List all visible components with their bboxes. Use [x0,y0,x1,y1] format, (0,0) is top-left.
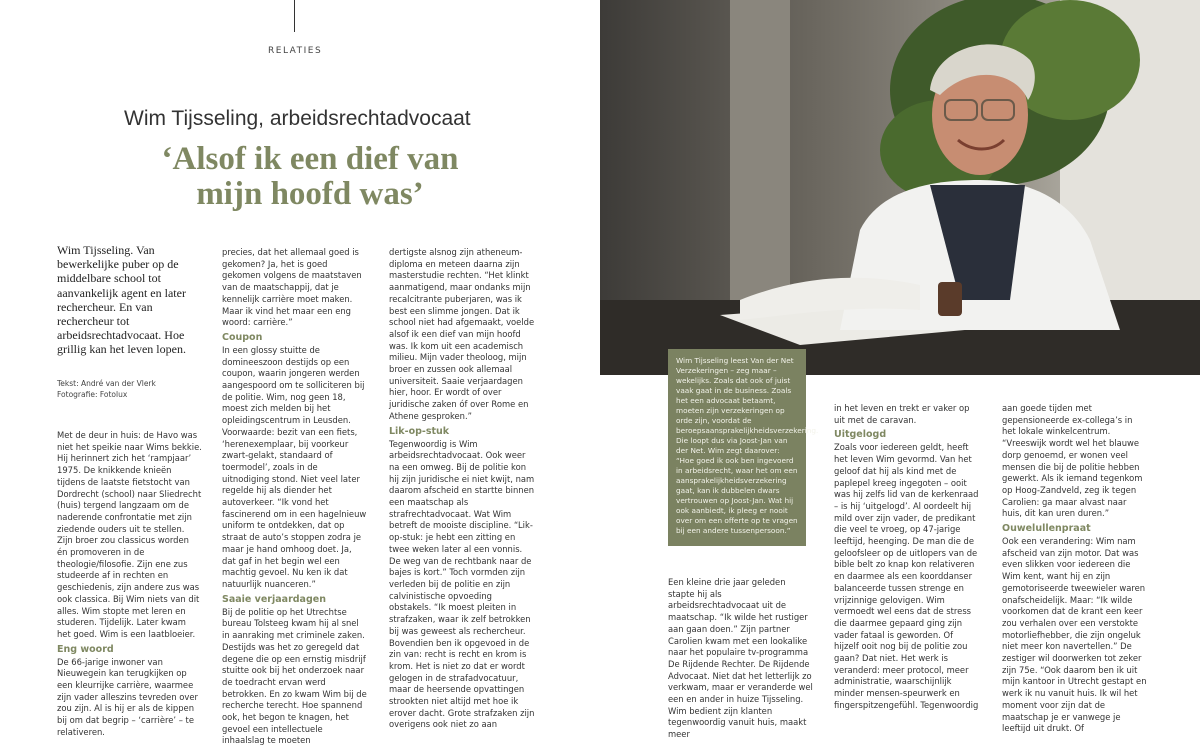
paragraph: in het leven en trekt er vaker op uit met de caravan. [834,403,970,425]
paragraph: Tegenwoordig is Wim arbeidsrechtadvocaat. Ook weer na een omweg. Bij de politie kon hij zijn juridische ei niet kwijt, nam daarom afscheid en startte binnen een maatschap als strafrechtadvocaat. Wat Wim betreft de mooiste discipline. “Lik-op-stuk: je hebt een zitting en twee weken later al een vonnis. De weg van de rechtbank naar de bajes is kort.” Toch vormden zijn verleden bij de politie en zijn calvinistische opvoeding obstakels. “Ik moest pleiten in strafzaken, waar ik zelf betrokken bij was geweest als rechercheur. Bovendien ben ik opgevoed in de zin van: recht is recht en krom is krom. Het is niet zo dat er wordt gelogen in de strafadvocatuur, maar de heersende opvattingen strookten niet altijd met hoe ik erover dacht. Grote strafzaken zijn overigens ook niet zo aan [389,438,535,730]
paragraph: aan goede tijden met gepensioneerde ex-collega’s in het lokale winkelcentrum. “Vreeswijk wordt wel het blauwe dorp genoemd, er wonen veel mensen die bij de politie hebben gewerkt. Als ik iemand tegenkom op Hoog-Zandveld, zeg ik tegen Carolien: ga maar alvast naar huis, dit kan uren duren.” [1002,403,1143,519]
text-column-1 [57,430,202,739]
credits [57,378,207,400]
paragraph: Bij de politie op het Utrechtse bureau Tolsteeg kwam hij al snel in aanraking met criminele zaken. Destijds was het zo geregeld dat degene die op een ernstig misdrijf stuitte ook bij het onderzoek naar de toedracht ervan werd betrokken. En zo kwam Wim bij de recherche terecht. Hoe spannend ook, het begon te knagen, het gevoel een intellectuele inhaalslag te moeten [222,606,367,746]
text-column-5 [834,403,980,712]
photo-caption: Wim Tijsseling leest Van der Net Verzekeringen – zeg maar – wekelijks. Zoals dat ook of juist vaak gaat in de business. Zoals het een advocaat betaamt, moeten zijn verzekeringen op orde zijn, voordat de beroepsaansprakelijkheidsverzekering. Die loopt dus via Joost-Jan van der Net. Wim zegt daarover: “Hoe goed ik ook ben ingevoerd in arbeidsrecht, waar het om een aansprakelijkheidsverzekering gaat, kan ik dubbelen dwars vertrouwen op Joost-Jan. Wat hij ook aanbiedt, ik pleeg er nooit over om een offerte op te vragen bij een andere tussenpersoon.” [668,349,806,546]
subheading: Eng woord [57,643,114,655]
portrait-photo [600,0,1200,375]
text-column-2 [222,247,367,747]
paragraph: De 66-jarige inwoner van Nieuwegein kan terugkijken op een kleurrijke carrière, waarmee zijn vader alleszins tevreden over zou zijn. Al is hij er als de kippen bij om dat begrip – ‘carrière’ – te relativeren. [57,656,198,737]
portrait-illustration [600,0,1200,375]
paragraph: precies, dat het allemaal goed is gekomen? Ja, het is goed gekomen volgens de maatstaven van de maatschappij, dat je kennelijk carrière moet maken. Maar ik vind het maar een eng woord: carrière.” [222,247,362,328]
paragraph: Een kleine drie jaar geleden stapte hij als arbeidsrechtadvocaat uit de maatschap. “Ik wilde het rustiger aan gaan doen.” Zijn partner Carolien kwam met een lookalike naar het populaire tv-programma De Rijdende Rechter. De Rijdende Advocaat. Niet dat het letterlijk zo verkwam, maar er veranderde wel een en ander in huize Tijsseling. Wim bedient zijn klanten tegenwoordig vanuit huis, maakt meer [668,577,813,740]
section-label: RELATIES [268,46,323,56]
subheading: Saaie verjaardagen [222,593,326,605]
text-column-4 [668,577,813,741]
article-headline [110,142,510,212]
headline-line-1: ‘Alsof ik een dief van [161,141,459,177]
paragraph: Met de deur in huis: de Havo was niet het speikie naar Wims bekkie. Hij herinnert zich het ‘rampjaar’ 1975. De knikkende knieën tijdens de laatste fietstocht van Dordrecht (school) naar Sliedrecht (huis) tergend langzaam om de naderende confrontatie met zijn ziedende ouders uit te stellen. Zijn broer zou classicus worden én promoveren in de theologie/filosofie. Zijn ene zus studeerde af in rechten en geschiedenis, zijn andere zus was ook classica. Bij Wim niets van dit alles. Wim stopte met leren en studeren. Tijdelijk. Later kwam het goed. Wim is een laatbloeier. [57,430,202,639]
paragraph: dertigste alsnog zijn atheneum-diploma en meteen daarna zijn masterstudie rechten. “Het klinkt aanmatigend, maar ondanks mijn recalcitrante puberjaren, was ik best een slimme jongen. Dat ik school niet had afgemaakt, voelde alsof ik een dief van mijn hoofd was. Ik kom uit een academisch milieu. Mijn vader theoloog, mijn broer en zussen ook allemaal universiteit. Saaie verjaardagen hier, hoor. Er wordt of over juridische zaken óf over Rome en Athene gesproken.” [389,247,535,421]
article-kicker: Wim Tijsseling, arbeidsrechtadvocaat [124,107,471,130]
paragraph: In een glossy stuitte de domineeszoon destijds op een coupon, waarin jongeren werden aangespoord om te solliciteren bij de politie. Wim, nog geen 18, moest zich melden bij het opleidingscentrum in Leusden. Voorwaarde: bezit van een fiets, ‘herenexemplaar, bij voorkeur zwart-gelakt, standaard of toermodel’, zoals in de uitnodiging stond. Niet veel later regelde hij als diender het autoverkeer. “Ik vond het fascinerend om in een hagelnieuw uniform te ontdekken, dat op straat de auto’s stoppen zodra je maar je hand omhoog doet. Ja, dat gaf in het begin wel een machtig gevoel. Nu ken ik dat natuurlijk nuanceren.” [222,344,367,589]
headline-line-2: mijn hoofd was’ [196,176,424,212]
subheading: Lik-op-stuk [389,425,450,437]
text-column-3 [389,247,535,731]
subheading: Uitgelogd [834,429,887,441]
credit-text: Tekst: André van der Vlerk [57,379,156,388]
paragraph: Zoals voor iedereen geldt, heeft het leven Wim gevormd. Van het geloof dat hij als kind met de paplepel kreeg ingegoten – ooit was hij zelfs lid van de kerkenraad – is hij ‘uitgelogd’. Al oordeelt hij mild over zijn vader, de predikant die veel te vroeg, op 47-jarige leeftijd, heenging. De man die de geloofsleer op de uitlopers van de bible belt zo knap kon relativeren en daarmee als een koorddanser balanceerde tussen strenge en vrijzinnige gelovigen. Wim vermoedt wel eens dat de stress die daarmee gepaard ging zijn vader fataal is geworden. Of hijzelf ooit nog bij de politie zou gaan? Dat niet. Het werk is veranderd: meer protocol, meer administratie, waarschijnlijk minder mensen-speurwerk en fingerspitzengefühl. Tegenwoordig [834,442,979,710]
paragraph: Ook een verandering: Wim nam afscheid van zijn motor. Dat was even slikken voor iedereen die Wim kent, want hij en zijn gemotoriseerde tweewieler waren onafscheidelijk. Maar: “Ik wilde voorkomen dat de krant een keer zou verhalen over een verstokte motorliefhebber, die zijn ongeluk niet meer kon navertellen.” De zestiger wil doorwerken tot zeker zijn 75e. “Ook daarom ben ik uit mijn kantoor in Utrecht gestapt en werk ik nu vanuit huis. Ik wil het moment voor zijn dat de maatschap je er vanwege je leeftijd uit drukt. Of [1002,536,1147,734]
top-rule [294,0,295,32]
subheading: Coupon [222,331,263,343]
text-column-6 [1002,403,1148,735]
credit-photo: Fotografie: Fotolux [57,390,128,399]
subheading: Ouwelullenpraat [1002,523,1091,535]
lead-paragraph: Wim Tijsseling. Van bewerkelijke puber op de middelbare school tot aanvankelijk agent en later rechercheur. En van rechercheur tot arbeidsrechtadvocaat. Hoe grillig kan het leven lopen. [57,243,186,357]
